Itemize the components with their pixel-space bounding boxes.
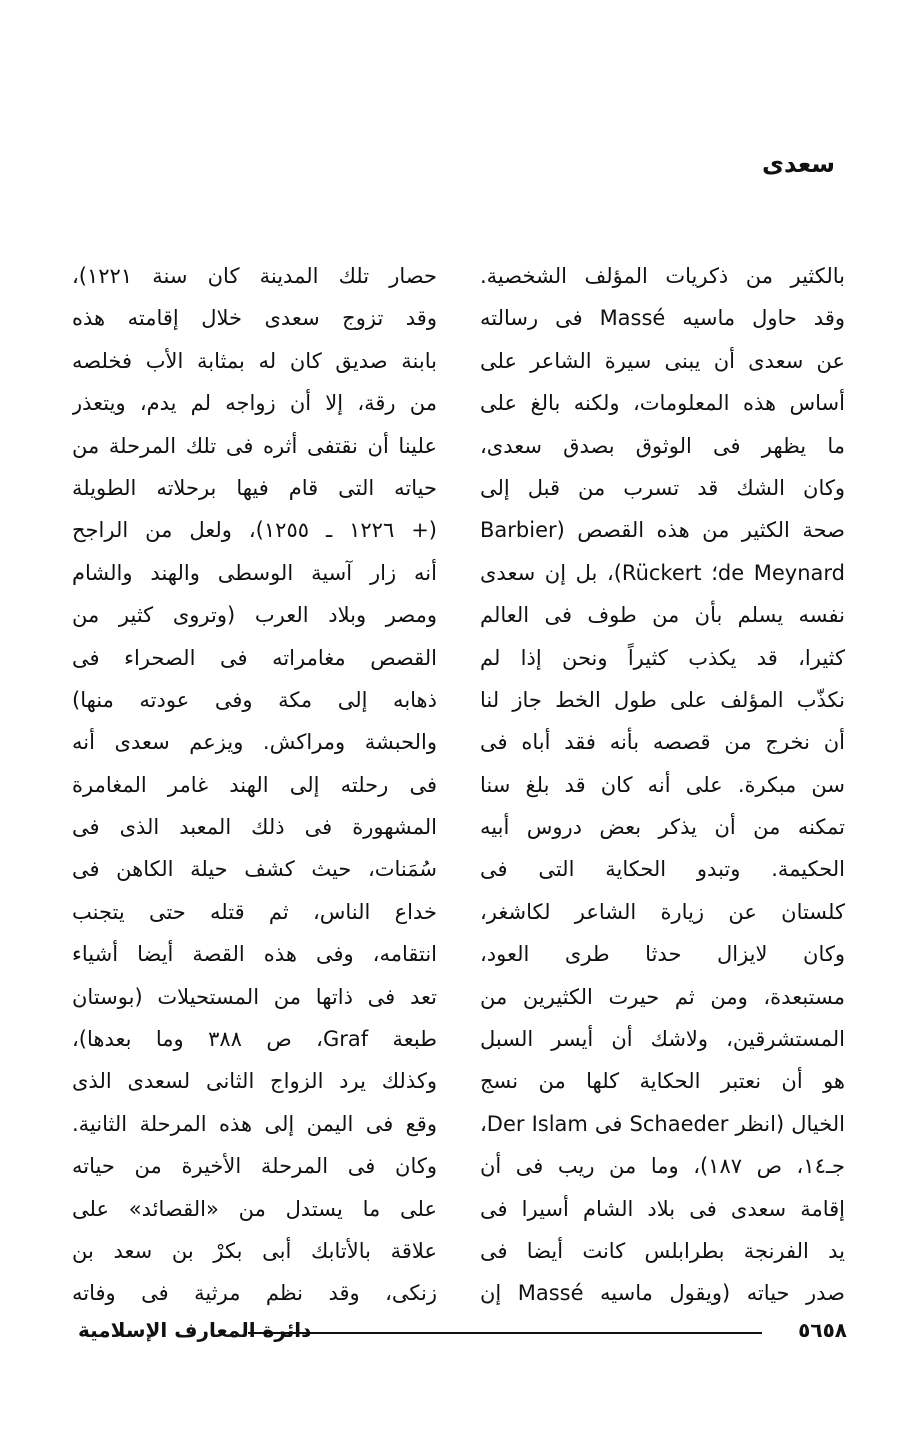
text-line: الخيال (انظر Schaeder فى Der Islam، (480, 1111, 845, 1136)
text-line: انتقامه، وفى هذه القصة أيضا أشياء (72, 942, 437, 967)
text-line: أن نخرج من قصصه بأنه فقد أباه فى (480, 730, 845, 755)
text-line: المستشرقين، ولاشك أن أيسر السبل (480, 1027, 845, 1052)
text-line: هو أن نعتبر الحكاية كلها من نسج (480, 1069, 845, 1094)
text-line: وقد تزوج سعدى خلال إقامته هذه (72, 306, 437, 331)
text-line: مستبعدة، ومن ثم حيرت الكثيرين من (480, 984, 845, 1009)
text-line: كلستان عن زيارة الشاعر لكاشغر، (480, 899, 845, 924)
text-line: ومصر وبلاد العرب (وتروى كثير من (72, 603, 437, 628)
text-line: القصص مغامراته فى الصحراء فى (72, 645, 437, 670)
text-line: فى رحلته إلى الهند غامر المغامرة (72, 772, 437, 797)
text-line: وكان فى المرحلة الأخيرة من حياته (72, 1154, 437, 1179)
text-line: أنه زار آسية الوسطى والهند والشام (72, 560, 437, 585)
text-line: سن مبكرة. على أنه كان قد بلغ سنا (480, 772, 845, 797)
text-line: جـ١٤، ص ١٨٧)، وما من ريب فى أن (480, 1154, 845, 1179)
text-line: أساس هذه المعلومات، ولكنه بالغ على (480, 391, 845, 416)
text-line: زنكى، وقد نظم مرثية فى وفاته (72, 1281, 437, 1306)
text-line: حصار تلك المدينة كان سنة ١٢٢١)، (72, 264, 437, 288)
text-line: تعد فى ذاتها من المستحيلات (بوستان (72, 984, 437, 1009)
text-line: ما يظهر فى الوثوق بصدق سعدى، (480, 433, 845, 458)
publication-title: دائرة المعارف الإسلامية (78, 1318, 312, 1342)
text-line: عن سعدى أن يبنى سيرة الشاعر على (480, 348, 845, 373)
text-line: من رقة، إلا أن زواجه لم يدم، ويتعذر (72, 391, 437, 416)
text-line: صحة الكثير من هذه القصص (Barbier (480, 518, 845, 543)
text-line: كثيرا، قد يكذب كثيراً ونحن إذا لم (480, 645, 845, 670)
text-line: خداع الناس، ثم قتله حتى يتجنب (72, 899, 437, 924)
left-text-column (72, 255, 437, 1315)
page-number: ٥٦٥٨ (798, 1318, 847, 1342)
text-line: نفسه يسلم بأن من طوف فى العالم (480, 603, 845, 628)
text-line: وكان لايزال حدثا طرى العود، (480, 942, 845, 967)
right-text-column (480, 255, 845, 1315)
text-line: إقامة سعدى فى بلاد الشام أسيرا فى (480, 1196, 845, 1221)
text-line: حياته التى قام فيها برحلاته الطويلة (72, 475, 437, 500)
text-line: نكذّب المؤلف على طول الخط جاز لنا (480, 687, 845, 712)
page-footer (78, 1318, 847, 1348)
text-line: علينا أن نقتفى أثره فى تلك المرحلة من (72, 433, 437, 458)
text-line: وكذلك يرد الزواج الثانى لسعدى الذى (72, 1069, 437, 1094)
text-line: ذهابه إلى مكة وفى عودته منها) (72, 687, 437, 712)
text-line: الحكيمة. وتبدو الحكاية التى فى (480, 857, 845, 882)
text-line: وكان الشك قد تسرب من قبل إلى (480, 475, 845, 500)
text-line: de Meynard؛ Rückert)، بل إن سعدى (480, 560, 845, 585)
text-line: المشهورة فى ذلك المعبد الذى فى (72, 815, 437, 840)
text-line: والحبشة ومراكش. ويزعم سعدى أنه (72, 730, 437, 755)
text-line: وقع فى اليمن إلى هذه المرحلة الثانية. (72, 1111, 437, 1136)
footer-divider (248, 1332, 762, 1334)
text-line: وقد حاول ماسيه Massé فى رسالته (480, 306, 845, 331)
text-line: سُمَنات، حيث كشف حيلة الكاهن فى (72, 857, 437, 882)
text-line: صدر حياته (ويقول ماسيه Massé إن (480, 1281, 845, 1306)
text-line: تمكنه من أن يذكر بعض دروس أبيه (480, 815, 845, 840)
text-line: (+ ١٢٢٦ ـ ١٢٥٥)، ولعل من الراجح (72, 518, 437, 543)
text-line: يد الفرنجة بطرابلس كانت أيضا فى (480, 1238, 845, 1263)
text-line: علاقة بالأتابك أبى بكرْ بن سعد بن (72, 1238, 437, 1263)
page-header-title: سعدى (761, 150, 835, 178)
text-line: على ما يستدل من «القصائد» على (72, 1196, 437, 1221)
text-line: بالكثير من ذكريات المؤلف الشخصية. (480, 264, 845, 288)
text-line: بابنة صديق كان له بمثابة الأب فخلصه (72, 348, 437, 373)
text-line: طبعة Graf، ص ٣٨٨ وما بعدها)، (72, 1027, 437, 1052)
